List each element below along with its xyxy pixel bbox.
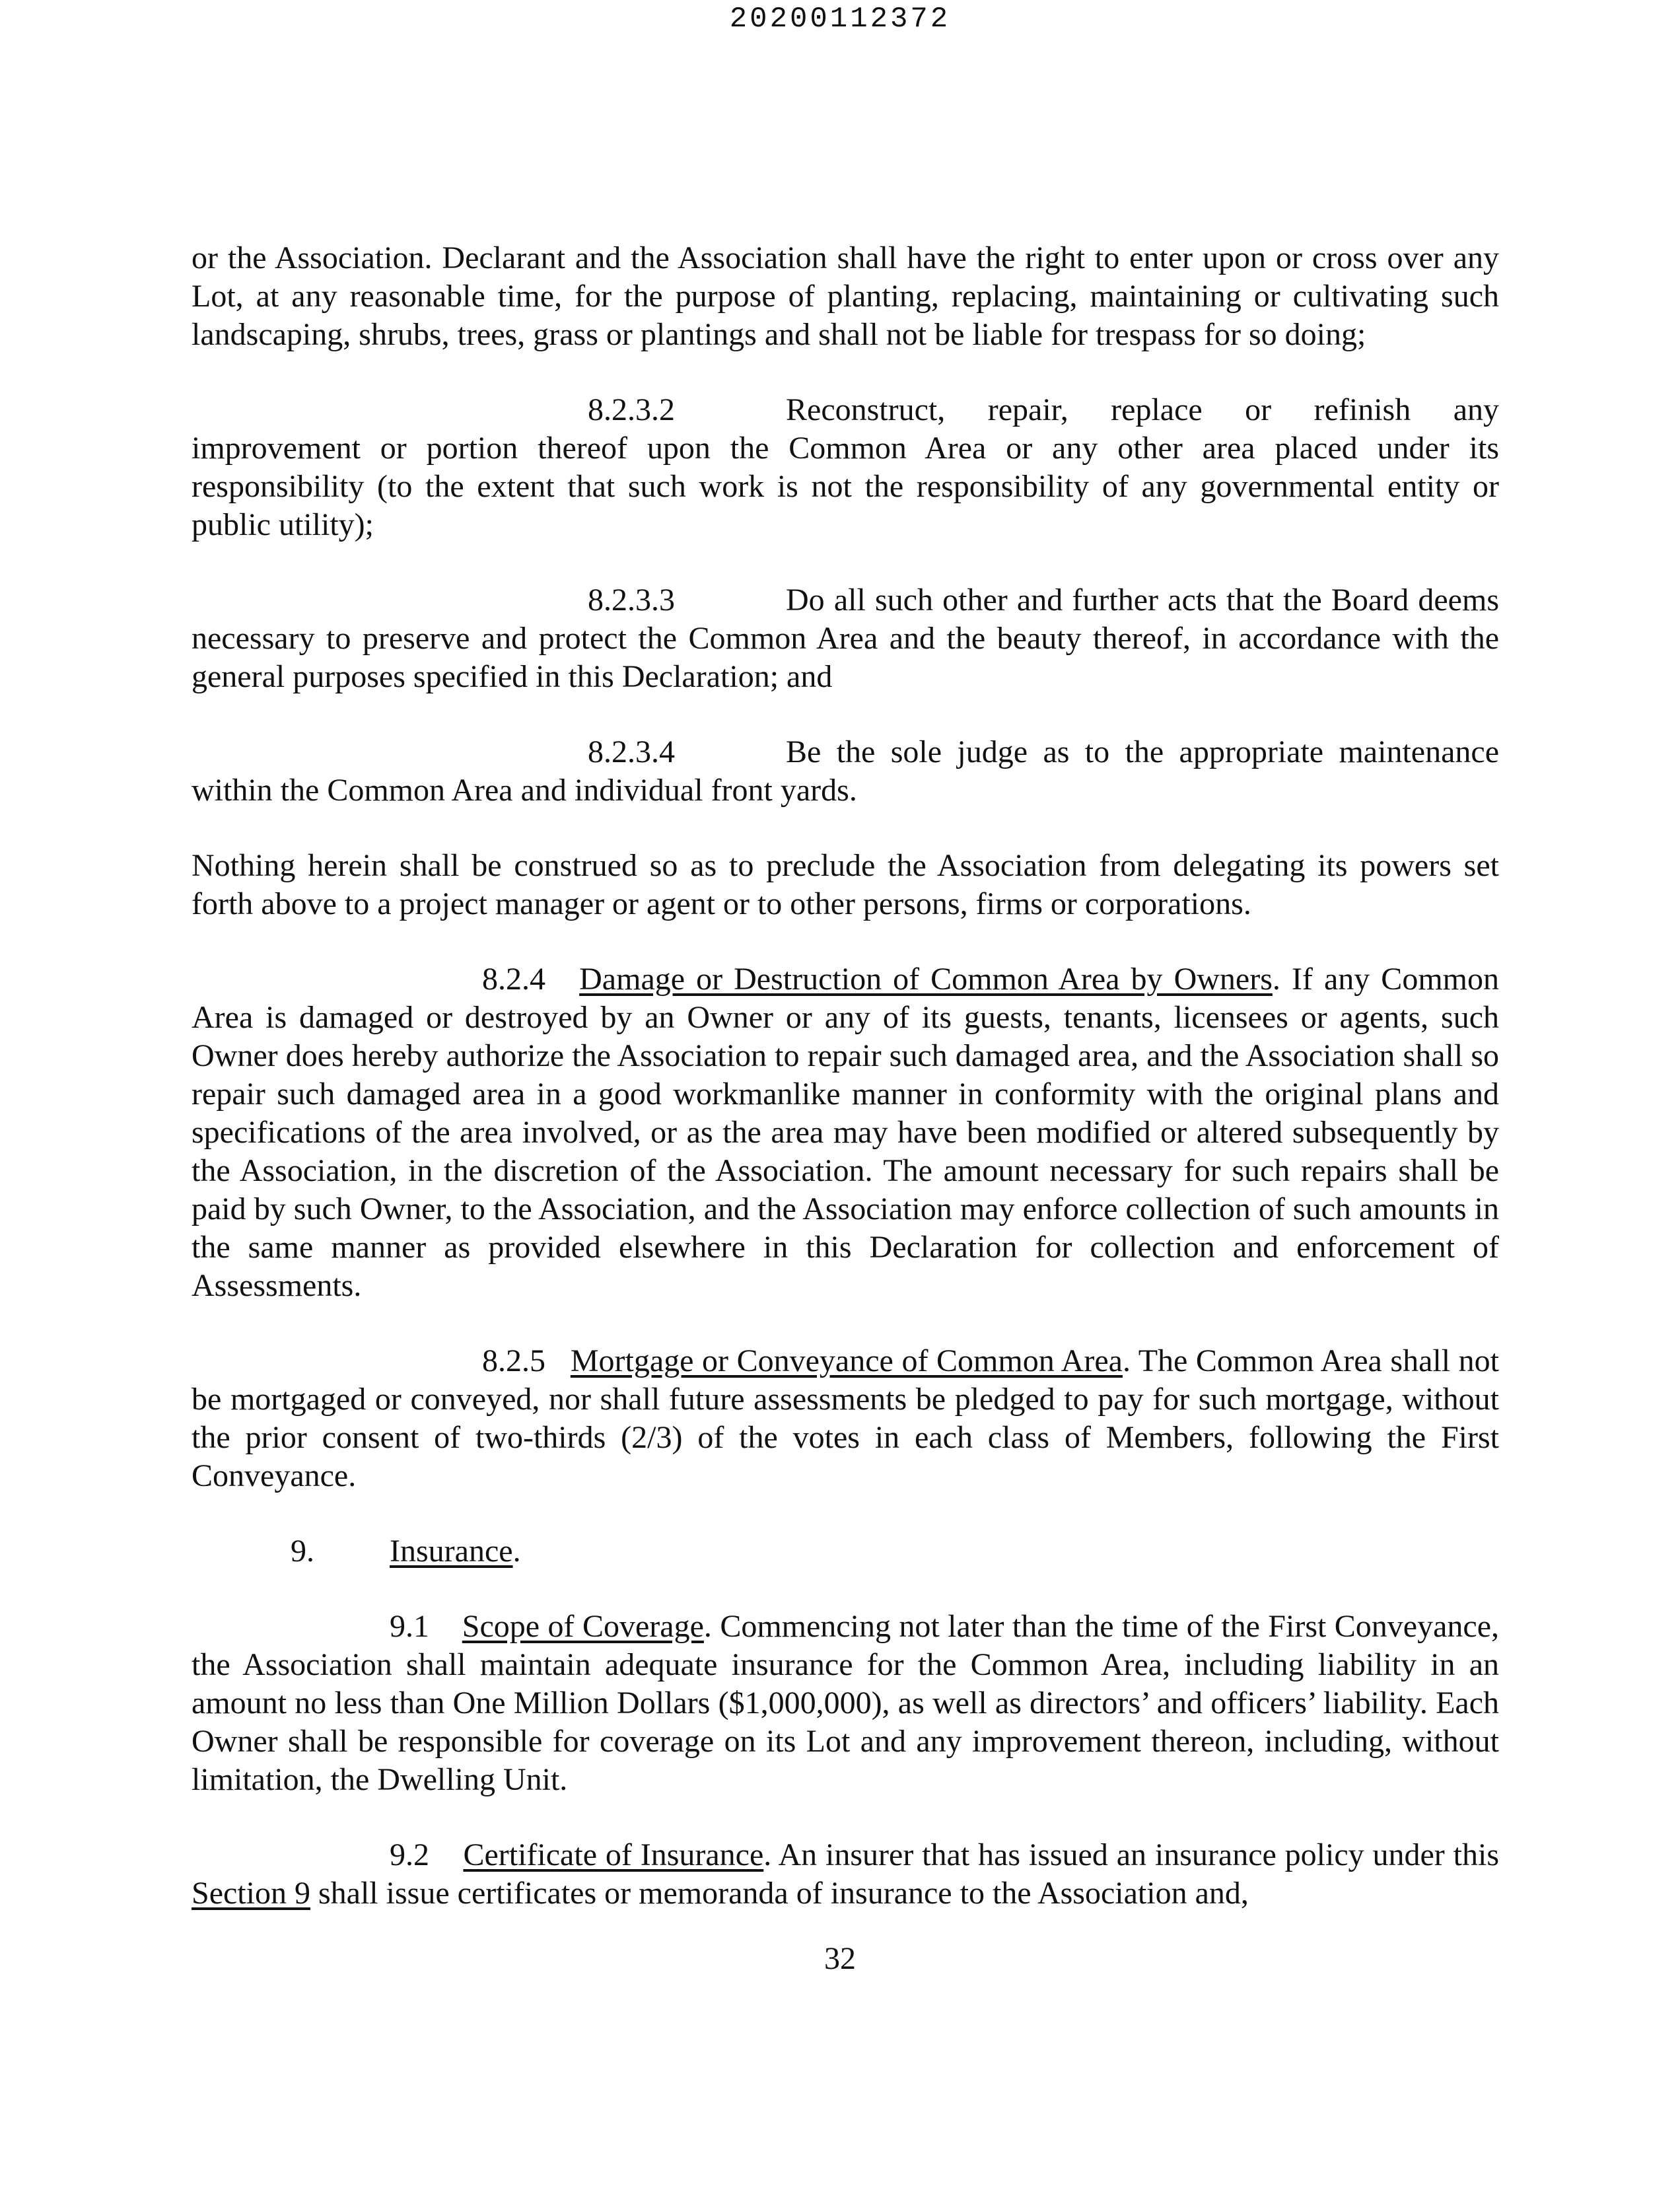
section-title: Insurance — [390, 1534, 513, 1569]
paragraph-8-2-3-3 — [192, 581, 1499, 696]
paragraph-text: Do all such other and further acts that the Board deems necessary to preserve and protect the Common Area and the beauty thereof, in accordance with the general purposes specified in this Declaration; and — [192, 583, 1499, 694]
paragraph-text: . An insurer that has issued an insurance policy under this — [763, 1837, 1500, 1872]
heading-punctuation: . — [512, 1534, 521, 1569]
paragraph-9-1 — [192, 1608, 1499, 1799]
section-number: 9. — [291, 1534, 314, 1569]
section-number: 8.2.3.3 — [588, 583, 675, 618]
section-number: 8.2.4 — [482, 962, 545, 997]
section-title: Certificate of Insurance — [463, 1837, 764, 1872]
paragraph-8-2-5 — [192, 1342, 1499, 1495]
page-number: 32 — [824, 1941, 856, 1976]
section-number: 8.2.5 — [482, 1343, 545, 1378]
paragraph-text: shall issue certificates or memoranda of insurance to the Association and, — [310, 1876, 1249, 1911]
paragraph-9-2 — [192, 1836, 1499, 1913]
section-number: 9.2 — [390, 1837, 429, 1872]
paragraph-8-2-3-4 — [192, 733, 1499, 810]
paragraph-delegation: Nothing herein shall be construed so as to preclude the Association from delegating its powers set forth above to a project manager or agent or to other persons, firms or corporations. — [192, 848, 1499, 921]
section-reference: Section 9 — [192, 1876, 310, 1911]
section-title: Damage or Destruction of Common Area by Owners — [579, 962, 1273, 997]
paragraph-8-2-4 — [192, 960, 1499, 1305]
section-number: 9.1 — [390, 1609, 429, 1644]
page-content — [192, 239, 1499, 1950]
section-number: 8.2.3.2 — [588, 392, 675, 427]
paragraph-text: Be the sole judge as to the appropriate maintenance within the Common Area and individual front yards. — [192, 734, 1499, 808]
document-number: 20200112372 — [729, 3, 951, 36]
paragraph-text: . Commencing not later than the time of the First Conveyance, the Association shall maintain adequate insurance for the Common Area, including liability in an amount no less than One Million Dollars ($1,000,000), as well as directors’ and officers’ liability. Each Owner shall be responsible for coverage on its Lot and any improvement thereon, including, without limitation, the Dwelling Unit. — [192, 1609, 1500, 1797]
section-number: 8.2.3.4 — [588, 734, 675, 769]
paragraph-8-2-3-2 — [192, 391, 1499, 544]
paragraph-text: . If any Common Area is damaged or destroyed by an Owner or any of its guests, tenants, licensees or agents, such Owner does hereby authorize the Association to repair such damaged area, and the Association shall so repair such damaged area in a good workmanlike manner in conformity with the original plans and specifications of the area involved, or as the area may have been modified or altered subsequently by the Association, in the discretion of the Association. The amount necessary for such repairs shall be paid by such Owner, to the Association, and the Association may enforce collection of such amounts in the same manner as provided elsewhere in this Declaration for collection and enforcement of Assessments. — [192, 962, 1499, 1303]
section-title: Scope of Coverage — [462, 1609, 704, 1644]
paragraph-continuation: or the Association. Declarant and the Association shall have the right to enter upon or cross over any Lot, at any reasonable time, for the purpose of planting, replacing, maintaining or cultivating such landscaping, shrubs, trees, grass or plantings and shall not be liable for trespass for so doing; — [192, 240, 1499, 352]
section-title: Mortgage or Conveyance of Common Area — [570, 1343, 1123, 1378]
paragraph-text: . The Common Area shall not be mortgaged or conveyed, nor shall future assessments be pledged to pay for such mortgage, without the prior consent of two-thirds (2/3) of the votes in each class of Members, following the First Conveyance. — [192, 1343, 1500, 1493]
section-9-heading — [192, 1532, 1499, 1571]
paragraph-text: Reconstruct, repair, replace or refinish any improvement or portion thereof upon the Common Area or any other area placed under its responsibility (to the extent that such work is not the responsibility of any governmental entity or public utility); — [192, 392, 1499, 542]
